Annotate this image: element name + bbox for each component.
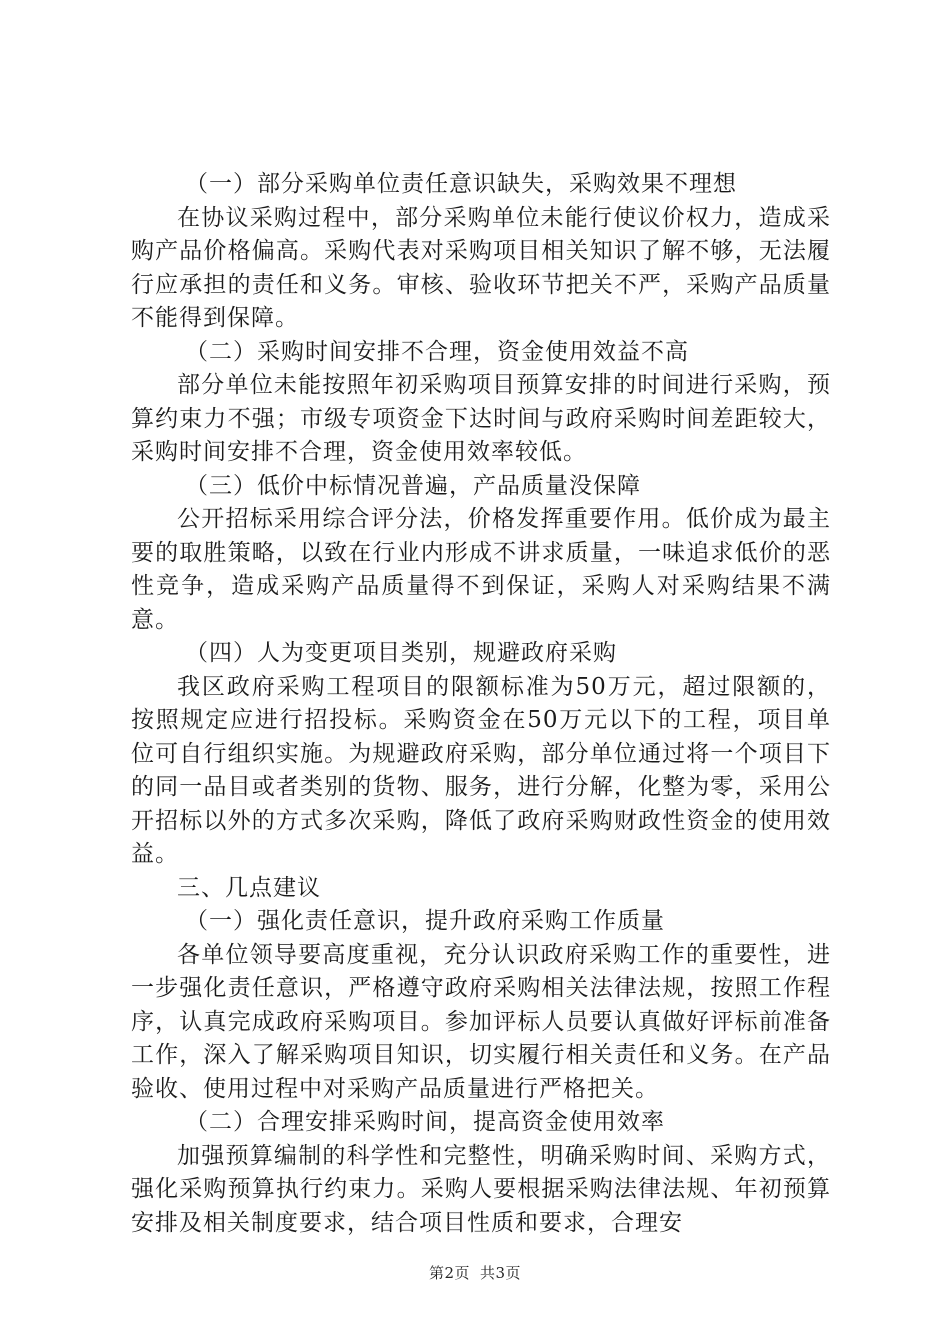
- subheading-1-2: （二）采购时间安排不合理，资金使用效益不高: [185, 338, 690, 365]
- page-total: 共3页: [480, 1264, 522, 1282]
- subheading-1-1: （一）部分采购单位责任意识缺失，采购效果不理想: [185, 171, 738, 197]
- subheading-3-2: （二）合理安排采购时间，提高资金使用效率: [185, 1109, 666, 1135]
- section-heading: 三、几点建议: [177, 874, 321, 901]
- document-body: [131, 168, 831, 1236]
- paragraph: 公开招标采用综合评分法，价格发挥重要作用。低价成为最主要的取胜策略，以致在行业内形成不讲求质量，一味追求低价的恶性竞争，造成采购产品质量得不到保证，采购人对采购结果不满意。: [131, 506, 831, 633]
- paragraph: 我区政府采购工程项目的限额标准为50万元，超过限额的，按照规定应进行招投标。采购资金在50万元以下的工程，项目单位可自行组织实施。为规避政府采购，部分单位通过将一个项目下的同一品目或者类别的货物、服务，进行分解，化整为零，采用公开招标以外的方式多次采购，降低了政府采购财政性资金的使用效益。: [131, 673, 831, 867]
- subheading-1-3: （三）低价中标情况普遍，产品质量没保障: [185, 472, 642, 499]
- paragraph: 各单位领导要高度重视，充分认识政府采购工作的重要性，进一步强化责任意识，严格遵守政府采购相关法律法规，按照工作程序，认真完成政府采购项目。参加评标人员要认真做好评标前准备工作，深入了解采购项目知识，切实履行相关责任和义务。在产品验收、使用过程中对采购产品质量进行严格把关。: [131, 941, 831, 1102]
- page-number: 第2页: [428, 1264, 470, 1282]
- paragraph: 加强预算编制的科学性和完整性，明确采购时间、采购方式，强化采购预算执行约束力。采购人要根据采购法律法规、年初预算安排及相关制度要求，结合项目性质和要求，合理安: [131, 1142, 831, 1236]
- paragraph: 部分单位未能按照年初采购项目预算安排的时间进行采购，预算约束力不强；市级专项资金下达时间与政府采购时间差距较大，采购时间安排不合理，资金使用效率较低。: [131, 372, 831, 465]
- page-footer: [0, 1262, 950, 1283]
- paragraph: 在协议采购过程中，部分采购单位未能行使议价权力，造成采购产品价格偏高。采购代表对采购项目相关知识了解不够，无法履行应承担的责任和义务。审核、验收环节把关不严，采购产品质量不能得到保障。: [131, 204, 831, 331]
- subheading-3-1: （一）强化责任意识，提升政府采购工作质量: [185, 908, 666, 934]
- subheading-1-4: （四）人为变更项目类别，规避政府采购: [185, 640, 618, 666]
